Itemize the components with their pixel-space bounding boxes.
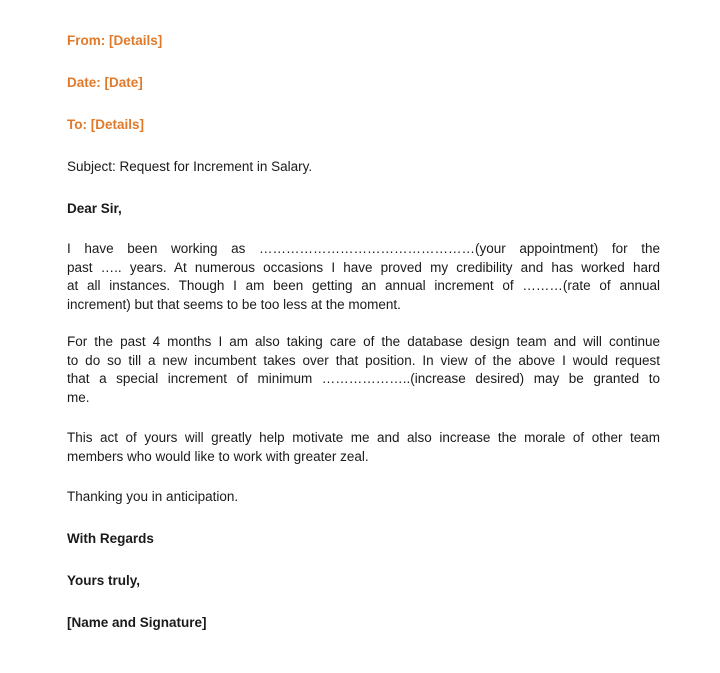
- from-line: From: [Details]: [67, 33, 163, 48]
- date-line: Date: [Date]: [67, 75, 143, 90]
- thanks-line: Thanking you in anticipation.: [67, 489, 239, 504]
- signature-placeholder: [Name and Signature]: [67, 615, 207, 630]
- paragraph-motivation: [67, 429, 660, 466]
- yours-truly-line: Yours truly,: [67, 573, 141, 588]
- paragraph-line: past ….. years. At numerous occasions I have proved my credibility and has worked hard: [67, 259, 660, 275]
- regards-line: With Regards: [67, 531, 154, 546]
- paragraph-appointment: [67, 240, 660, 314]
- subject-line: Subject: Request for Increment in Salary.: [67, 159, 313, 174]
- paragraph-line: at all instances. Though I am been getting an annual increment of ………(rate of annual: [67, 278, 660, 293]
- paragraph-line: to do so till a new incumbent takes over that position. In view of the above I would request: [67, 352, 660, 368]
- paragraph-line: members who would like to work with greater zeal.: [67, 448, 369, 464]
- paragraph-line: For the past 4 months I am also taking care of the database design team and will continue: [67, 334, 660, 349]
- paragraph-line: This act of yours will greatly help motivate me and also increase the morale of other team: [67, 430, 660, 445]
- paragraph-line: increment) but that seems to be too less at the moment.: [67, 296, 401, 312]
- paragraph-request: [67, 333, 660, 407]
- salutation: Dear Sir,: [67, 201, 122, 216]
- paragraph-line: I have been working as …………………………………………(your appointment) for the: [67, 241, 660, 256]
- paragraph-line: me.: [67, 389, 90, 405]
- paragraph-line: that a special increment of minimum ………………..(increase desired) may be granted to: [67, 371, 660, 386]
- to-line: To: [Details]: [67, 117, 144, 132]
